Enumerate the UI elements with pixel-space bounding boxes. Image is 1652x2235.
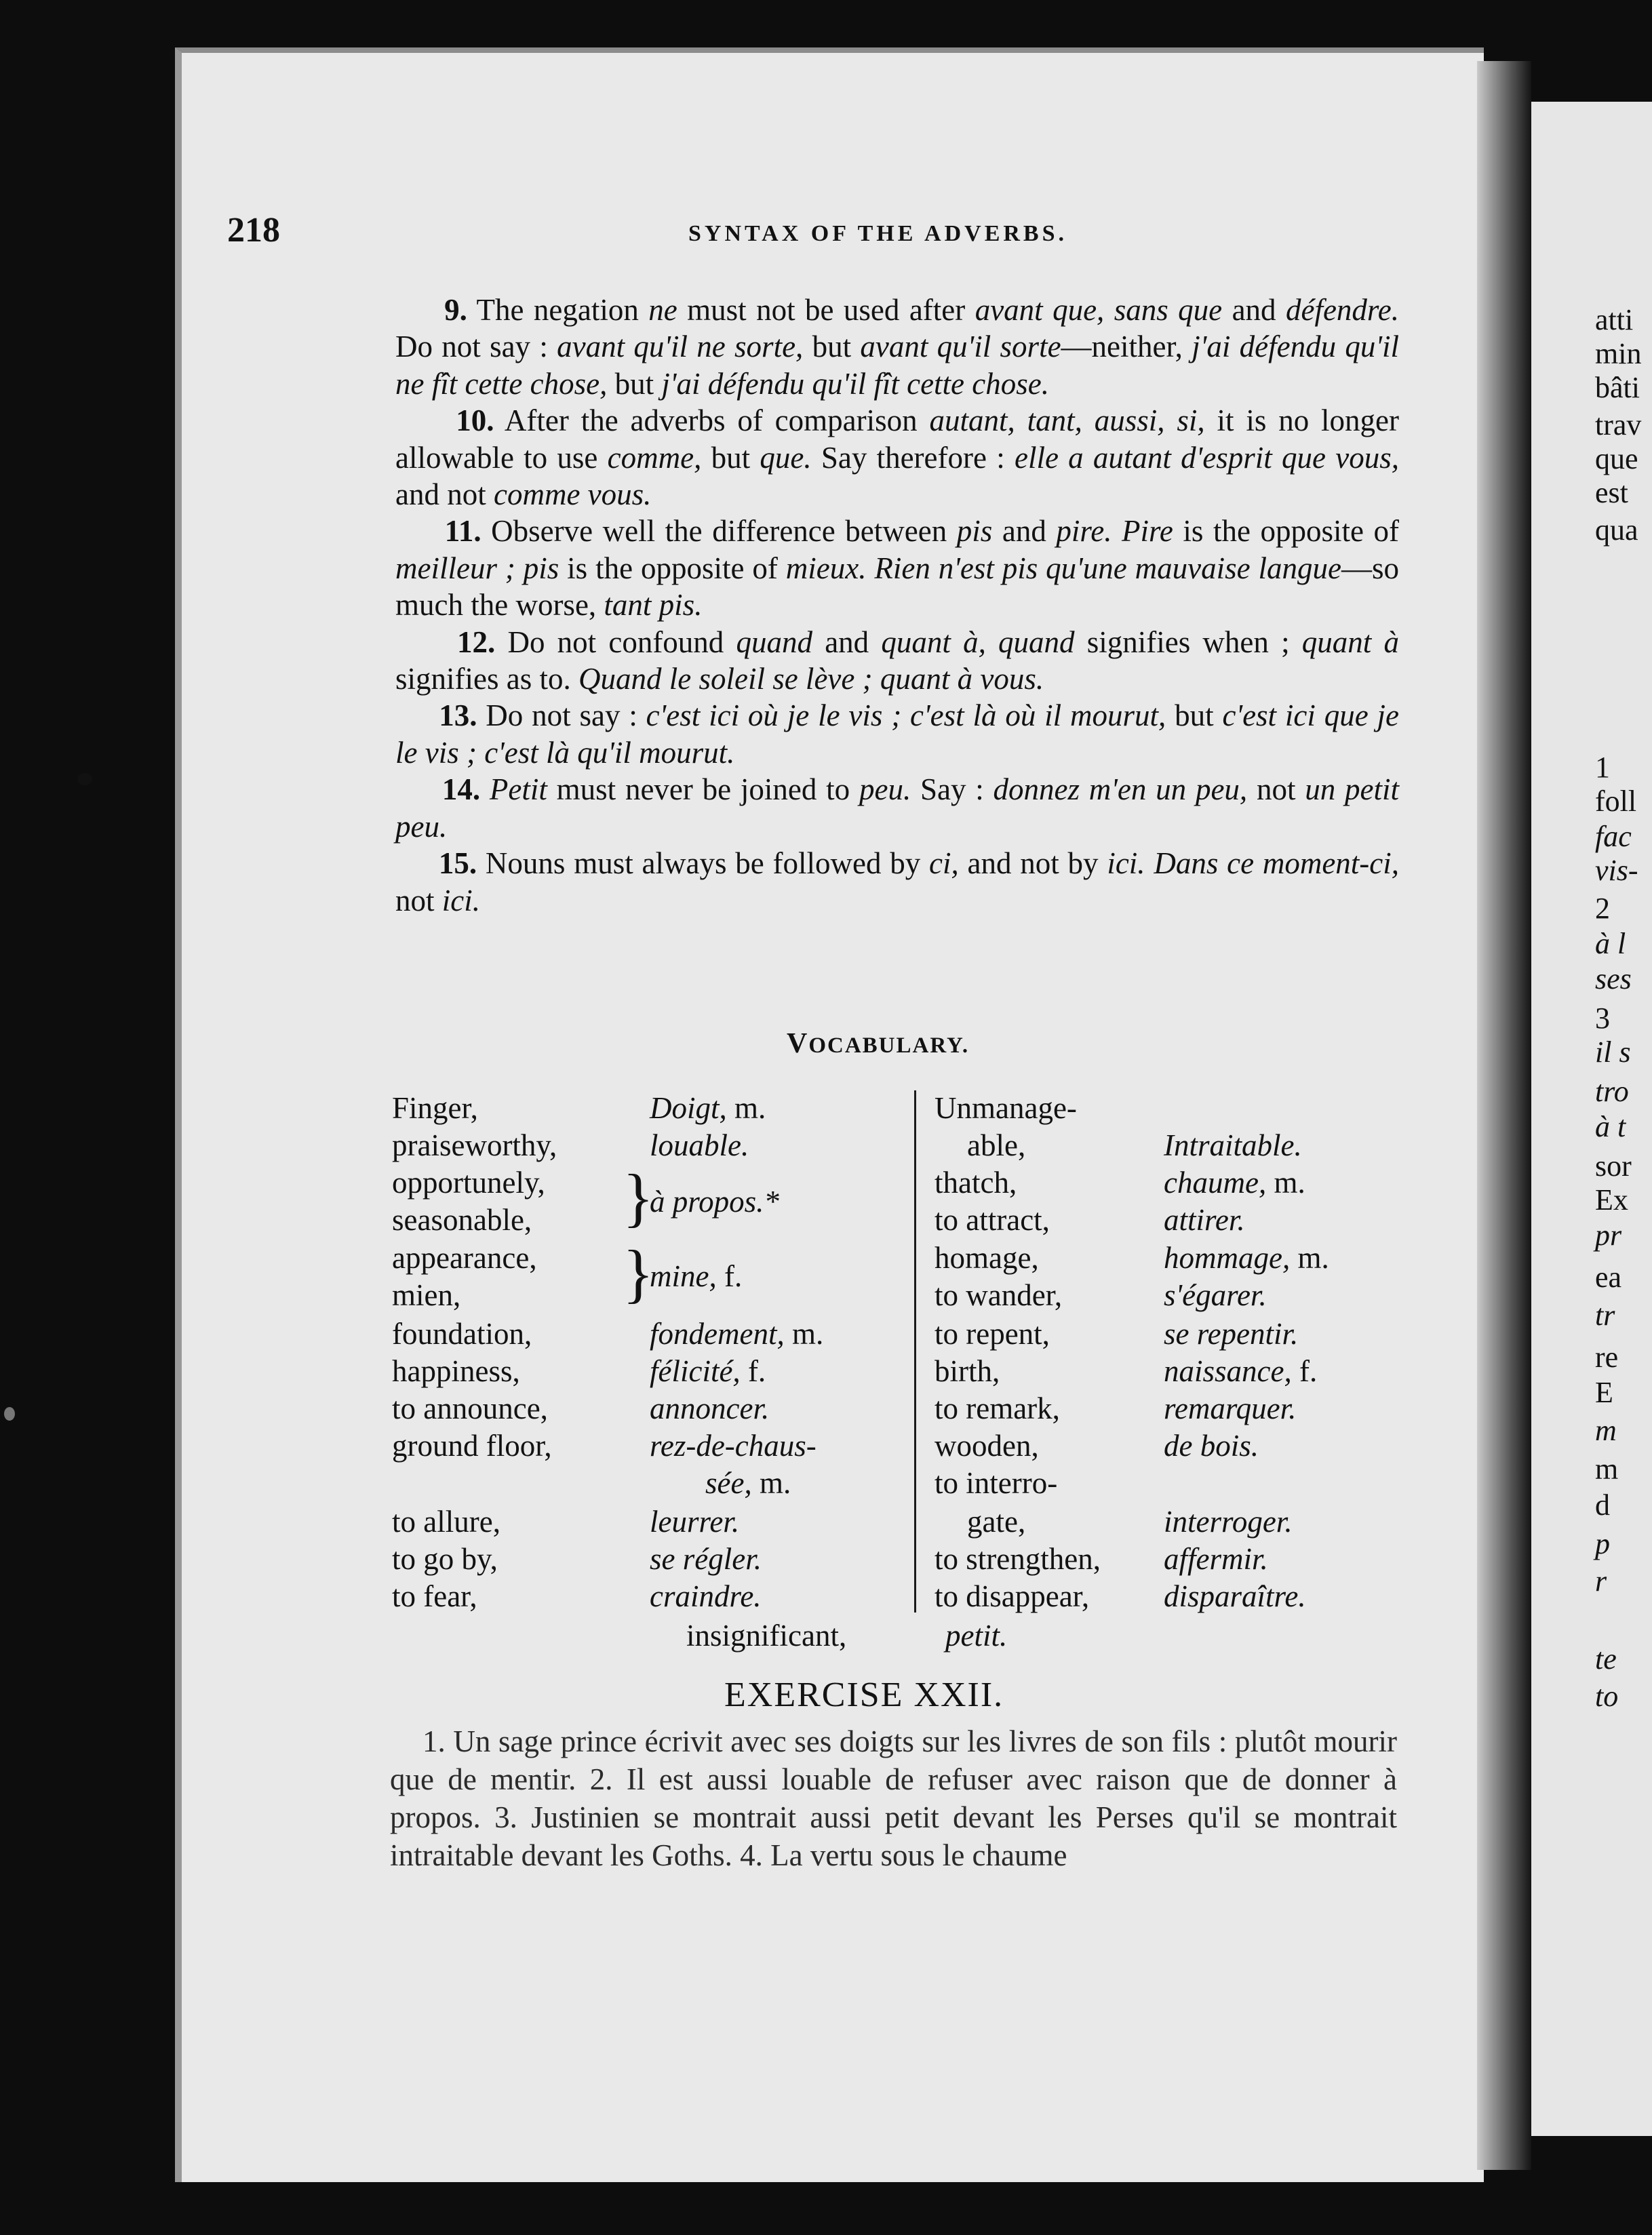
rules-section <box>395 292 1399 919</box>
rule-text: Do not say : <box>395 330 557 364</box>
french-phrase: Quand le soleil se lève ; quant à vous. <box>578 662 1044 696</box>
english-word: gate, <box>967 1505 1026 1539</box>
facing-page-fragment: m <box>1595 1414 1617 1447</box>
rule-text: but <box>701 440 760 475</box>
french-word <box>1164 1280 1267 1311</box>
rule-text: and not by <box>958 846 1107 881</box>
facing-page-fragment: vis- <box>1595 854 1638 887</box>
french-phrase: ici. <box>441 883 480 917</box>
rule-number: 11. <box>444 514 481 549</box>
facing-page-fragment: te <box>1595 1642 1617 1676</box>
rule-text: Observe well the difference between <box>481 514 957 549</box>
english-word: to disappear, <box>935 1579 1090 1613</box>
french-phrase: ci, <box>929 846 959 881</box>
french-word <box>1164 1431 1259 1461</box>
french-word <box>650 1261 742 1292</box>
french-word <box>650 1319 823 1349</box>
french-phrase: que. <box>760 440 812 475</box>
french-term: rez-de-chaus- <box>650 1429 817 1463</box>
facing-page <box>1531 102 1652 2136</box>
french-phrase: meilleur ; pis <box>395 551 559 585</box>
rule-text: it is no longer allowable to use <box>395 403 1400 475</box>
english-word: homage, <box>935 1241 1039 1275</box>
facing-page-fragment: m <box>1595 1452 1619 1486</box>
french-phrase: tant pis. <box>604 588 703 622</box>
rule-text: must not be used after <box>677 293 975 327</box>
rule-text: The negation <box>467 293 649 327</box>
rule-number: 12. <box>457 625 496 659</box>
french-term: mine, <box>650 1259 717 1293</box>
rule-item <box>395 697 1399 771</box>
rule-text: —neither, <box>1061 330 1192 364</box>
facing-page-fragment: min <box>1595 337 1642 370</box>
facing-page-fragment: re <box>1595 1341 1619 1374</box>
rule-item <box>395 624 1399 698</box>
french-term: remarquer. <box>1164 1391 1297 1425</box>
english-word: happiness, <box>392 1354 520 1388</box>
french-phrase: autant, tant, aussi, si, <box>929 403 1205 438</box>
french-term: louable. <box>650 1128 749 1162</box>
book-gutter <box>1477 61 1531 2170</box>
english-word: to fear, <box>392 1579 477 1613</box>
french-phrase: peu. <box>859 772 911 807</box>
french-word <box>650 1093 766 1124</box>
french-word <box>650 1507 739 1537</box>
french-phrase: c'est ici où je le vis ; c'est là où il mourut, <box>646 698 1166 733</box>
french-phrase: Petit <box>489 772 547 807</box>
facing-page-fragment: r <box>1595 1564 1607 1598</box>
rule-text: and <box>812 625 882 659</box>
french-term: à propos.* <box>650 1185 779 1219</box>
french-word <box>650 1356 766 1387</box>
brace-appearance: } <box>623 1237 654 1309</box>
rule-item <box>395 513 1399 623</box>
french-word <box>1164 1544 1268 1575</box>
french-word <box>1164 1507 1293 1537</box>
french-word <box>650 1431 817 1461</box>
speck-mark <box>77 773 92 785</box>
french-word <box>650 1544 762 1575</box>
facing-page-fragment: ea <box>1595 1261 1622 1294</box>
rule-number: 10. <box>456 403 494 438</box>
facing-page-fragment: que <box>1595 442 1638 475</box>
rule-item <box>395 292 1399 402</box>
french-phrase: quand <box>736 625 812 659</box>
facing-page-fragment: 1 <box>1595 751 1610 784</box>
rule-text: is the opposite of <box>559 551 786 585</box>
english-word: foundation, <box>392 1317 532 1351</box>
rule-text: and not <box>395 477 494 512</box>
facing-page-fragment: atti <box>1595 303 1634 336</box>
rule-text: Say therefore : <box>811 440 1015 475</box>
french-phrase: comme vous. <box>493 477 652 512</box>
running-title: SYNTAX OF THE ADVERBS. <box>688 221 1068 246</box>
rule-item <box>395 771 1399 845</box>
french-phrase: défendre. <box>1285 293 1399 327</box>
facing-page-fragment: à t <box>1595 1110 1626 1143</box>
rule-text: signifies when ; <box>1074 625 1302 659</box>
gender-marker: f. <box>716 1259 743 1293</box>
french-word <box>650 1581 762 1612</box>
english-word: insignificant, <box>686 1619 847 1653</box>
heading-rest: OCABULARY. <box>808 1033 970 1058</box>
page-number: 218 <box>227 211 280 250</box>
french-term: petit. <box>945 1619 1008 1653</box>
french-term: félicité, <box>650 1354 741 1388</box>
french-word <box>1164 1319 1298 1349</box>
french-term: s'égarer. <box>1164 1278 1267 1312</box>
french-phrase: avant qu'il sorte <box>860 330 1061 364</box>
rule-text: must never be joined to <box>547 772 859 807</box>
rule-text: but <box>607 366 662 401</box>
english-word: thatch, <box>935 1166 1017 1200</box>
rule-text: Do not say : <box>477 698 646 733</box>
rule-text: and <box>992 514 1057 549</box>
french-phrase: ne <box>648 293 677 327</box>
english-word: mien, <box>392 1278 461 1312</box>
facing-page-fragment: to <box>1595 1680 1619 1713</box>
rule-text: but <box>1166 698 1223 733</box>
french-term: fondement, <box>650 1317 785 1351</box>
english-word: Unmanage- <box>935 1091 1077 1125</box>
french-word <box>1164 1130 1302 1161</box>
french-phrase: donnez m'en un peu, <box>993 772 1248 807</box>
english-word: birth, <box>935 1354 1000 1388</box>
french-word <box>1164 1243 1329 1273</box>
gender-marker: f. <box>1291 1354 1318 1388</box>
gender-marker: m. <box>751 1466 791 1500</box>
french-phrase: elle a autant d'esprit que vous, <box>1014 440 1399 475</box>
speck-mark <box>4 1407 15 1421</box>
french-word <box>1164 1581 1306 1612</box>
french-word <box>705 1468 791 1499</box>
english-word: to announce, <box>392 1391 548 1425</box>
french-word <box>650 1393 769 1424</box>
english-word: to repent, <box>935 1317 1050 1351</box>
facing-page-fragment: p <box>1595 1527 1610 1560</box>
french-phrase: j'ai défendu qu'il ne fît cette chose, <box>395 330 1399 401</box>
french-phrase: comme, <box>607 440 702 475</box>
rule-item <box>395 402 1399 513</box>
rule-text: and <box>1222 293 1286 327</box>
rule-text <box>480 772 490 806</box>
facing-page-fragment: qua <box>1595 513 1638 547</box>
facing-page-fragment: 3 <box>1595 1002 1610 1035</box>
facing-page-fragment: bâti <box>1595 371 1640 404</box>
french-phrase: j'ai défendu qu'il fît cette chose. <box>661 366 1049 401</box>
facing-page-fragment: Ex <box>1595 1183 1628 1217</box>
french-term: se repentir. <box>1164 1317 1299 1351</box>
french-term: annoncer. <box>650 1391 770 1425</box>
rule-text: is the opposite of <box>1173 514 1400 549</box>
english-word: opportunely, <box>392 1166 545 1200</box>
rule-number: 9. <box>444 293 467 327</box>
rule-text: After the adverbs of comparison <box>494 403 930 438</box>
facing-page-fragment: à l <box>1595 927 1626 960</box>
french-word <box>1164 1205 1245 1235</box>
gender-marker: f. <box>740 1354 766 1388</box>
english-word: to strengthen, <box>935 1542 1101 1576</box>
rule-text: Nouns must always be followed by <box>477 846 929 881</box>
facing-page-fragment: foll <box>1595 785 1637 818</box>
english-word: to remark, <box>935 1391 1060 1425</box>
french-term: interroger. <box>1164 1505 1293 1539</box>
english-word: able, <box>967 1128 1026 1162</box>
exercise-title: EXERCISE XXII. <box>724 1676 1004 1714</box>
facing-page-fragment: pr <box>1595 1219 1622 1252</box>
facing-page-fragment: il s <box>1595 1035 1631 1069</box>
french-term: chaume, <box>1164 1166 1267 1200</box>
french-term: Intraitable. <box>1164 1128 1302 1162</box>
rule-text: signifies as to. <box>395 662 578 696</box>
column-divider <box>914 1090 916 1613</box>
french-phrase: pire. Pire <box>1056 514 1173 549</box>
english-word: ground floor, <box>392 1429 552 1463</box>
french-term: attirer. <box>1164 1203 1245 1237</box>
exercise-text <box>390 1722 1397 1874</box>
french-term: Doigt, <box>650 1091 727 1125</box>
exercise-paragraph: 1. Un sage prince écrivit avec ses doigts sur les livres de son fils : plutôt mourir que de mentir. 2. Il est aussi louable de refuser avec raison que de donner à propos. 3. Justinien se montrait aussi petit devant les Perses qu'il se montrait intraitable devant les Goths. 4. La vertu sous le chaume <box>390 1724 1397 1872</box>
gender-marker: m. <box>1266 1166 1305 1200</box>
facing-page-fragment: est <box>1595 476 1628 509</box>
french-phrase: ici. Dans ce moment-ci, <box>1107 846 1400 881</box>
french-term: hommage, <box>1164 1241 1291 1275</box>
french-phrase: avant que, sans que <box>975 293 1223 327</box>
facing-page-fragment: trav <box>1595 408 1642 441</box>
french-term: affermir. <box>1164 1542 1268 1576</box>
gender-marker: m. <box>1290 1241 1329 1275</box>
facing-page-fragment: fac <box>1595 820 1632 853</box>
french-word <box>1164 1393 1296 1424</box>
rule-text: Say : <box>911 772 994 807</box>
facing-page-fragment: sor <box>1595 1149 1632 1183</box>
french-word <box>945 1621 1007 1651</box>
english-word: Finger, <box>392 1091 478 1125</box>
french-phrase: un petit peu. <box>395 772 1400 844</box>
french-phrase: c'est ici que je le vis ; c'est là qu'il mourut. <box>395 698 1400 770</box>
french-term: de bois. <box>1164 1429 1259 1463</box>
rule-text: not <box>1247 772 1305 807</box>
french-phrase: avant qu'il ne sorte, <box>557 330 804 364</box>
english-word: to interro- <box>935 1466 1058 1500</box>
vocabulary-heading <box>787 1027 969 1060</box>
heading-initial: V <box>787 1028 809 1059</box>
rule-text: —so much the worse, <box>395 551 1400 622</box>
rule-item <box>395 845 1399 919</box>
english-word: appearance, <box>392 1241 537 1275</box>
french-term: naissance, <box>1164 1354 1292 1388</box>
facing-page-fragment: tr <box>1595 1299 1615 1332</box>
brace-opportunely: } <box>623 1161 654 1233</box>
gender-marker: m. <box>726 1091 766 1125</box>
french-word <box>1164 1168 1305 1198</box>
french-phrase: quant à <box>1301 625 1399 659</box>
english-word: seasonable, <box>392 1203 532 1237</box>
facing-page-fragment: ses <box>1595 962 1632 995</box>
french-phrase: mieux. Rien n'est pis qu'une mauvaise langue <box>785 551 1341 585</box>
english-word: to go by, <box>392 1542 498 1576</box>
rule-text: Do not confound <box>495 625 736 659</box>
facing-page-fragment: E <box>1595 1376 1613 1409</box>
french-phrase: pis <box>956 514 993 549</box>
english-word: to allure, <box>392 1505 500 1539</box>
french-word <box>650 1187 779 1217</box>
french-word <box>650 1130 749 1161</box>
rule-text: but <box>803 330 861 364</box>
rule-number: 14. <box>441 772 481 807</box>
english-word: wooden, <box>935 1429 1039 1463</box>
french-phrase: quant à, quand <box>881 625 1075 659</box>
rule-number: 15. <box>438 846 477 881</box>
french-term: craindre. <box>650 1579 762 1613</box>
french-term: sée, <box>705 1466 752 1500</box>
french-term: disparaître. <box>1164 1579 1306 1613</box>
french-term: leurrer. <box>650 1505 740 1539</box>
rule-number: 13. <box>439 698 477 733</box>
english-word: praiseworthy, <box>392 1128 557 1162</box>
facing-page-fragment: d <box>1595 1488 1610 1522</box>
english-word: to wander, <box>935 1278 1063 1312</box>
rule-text: not <box>395 883 442 917</box>
french-word <box>1164 1356 1317 1387</box>
english-word: to attract, <box>935 1203 1050 1237</box>
facing-page-fragment: 2 <box>1595 892 1610 925</box>
french-term: se régler. <box>650 1542 762 1576</box>
gender-marker: m. <box>784 1317 824 1351</box>
facing-page-fragment: tro <box>1595 1075 1629 1108</box>
